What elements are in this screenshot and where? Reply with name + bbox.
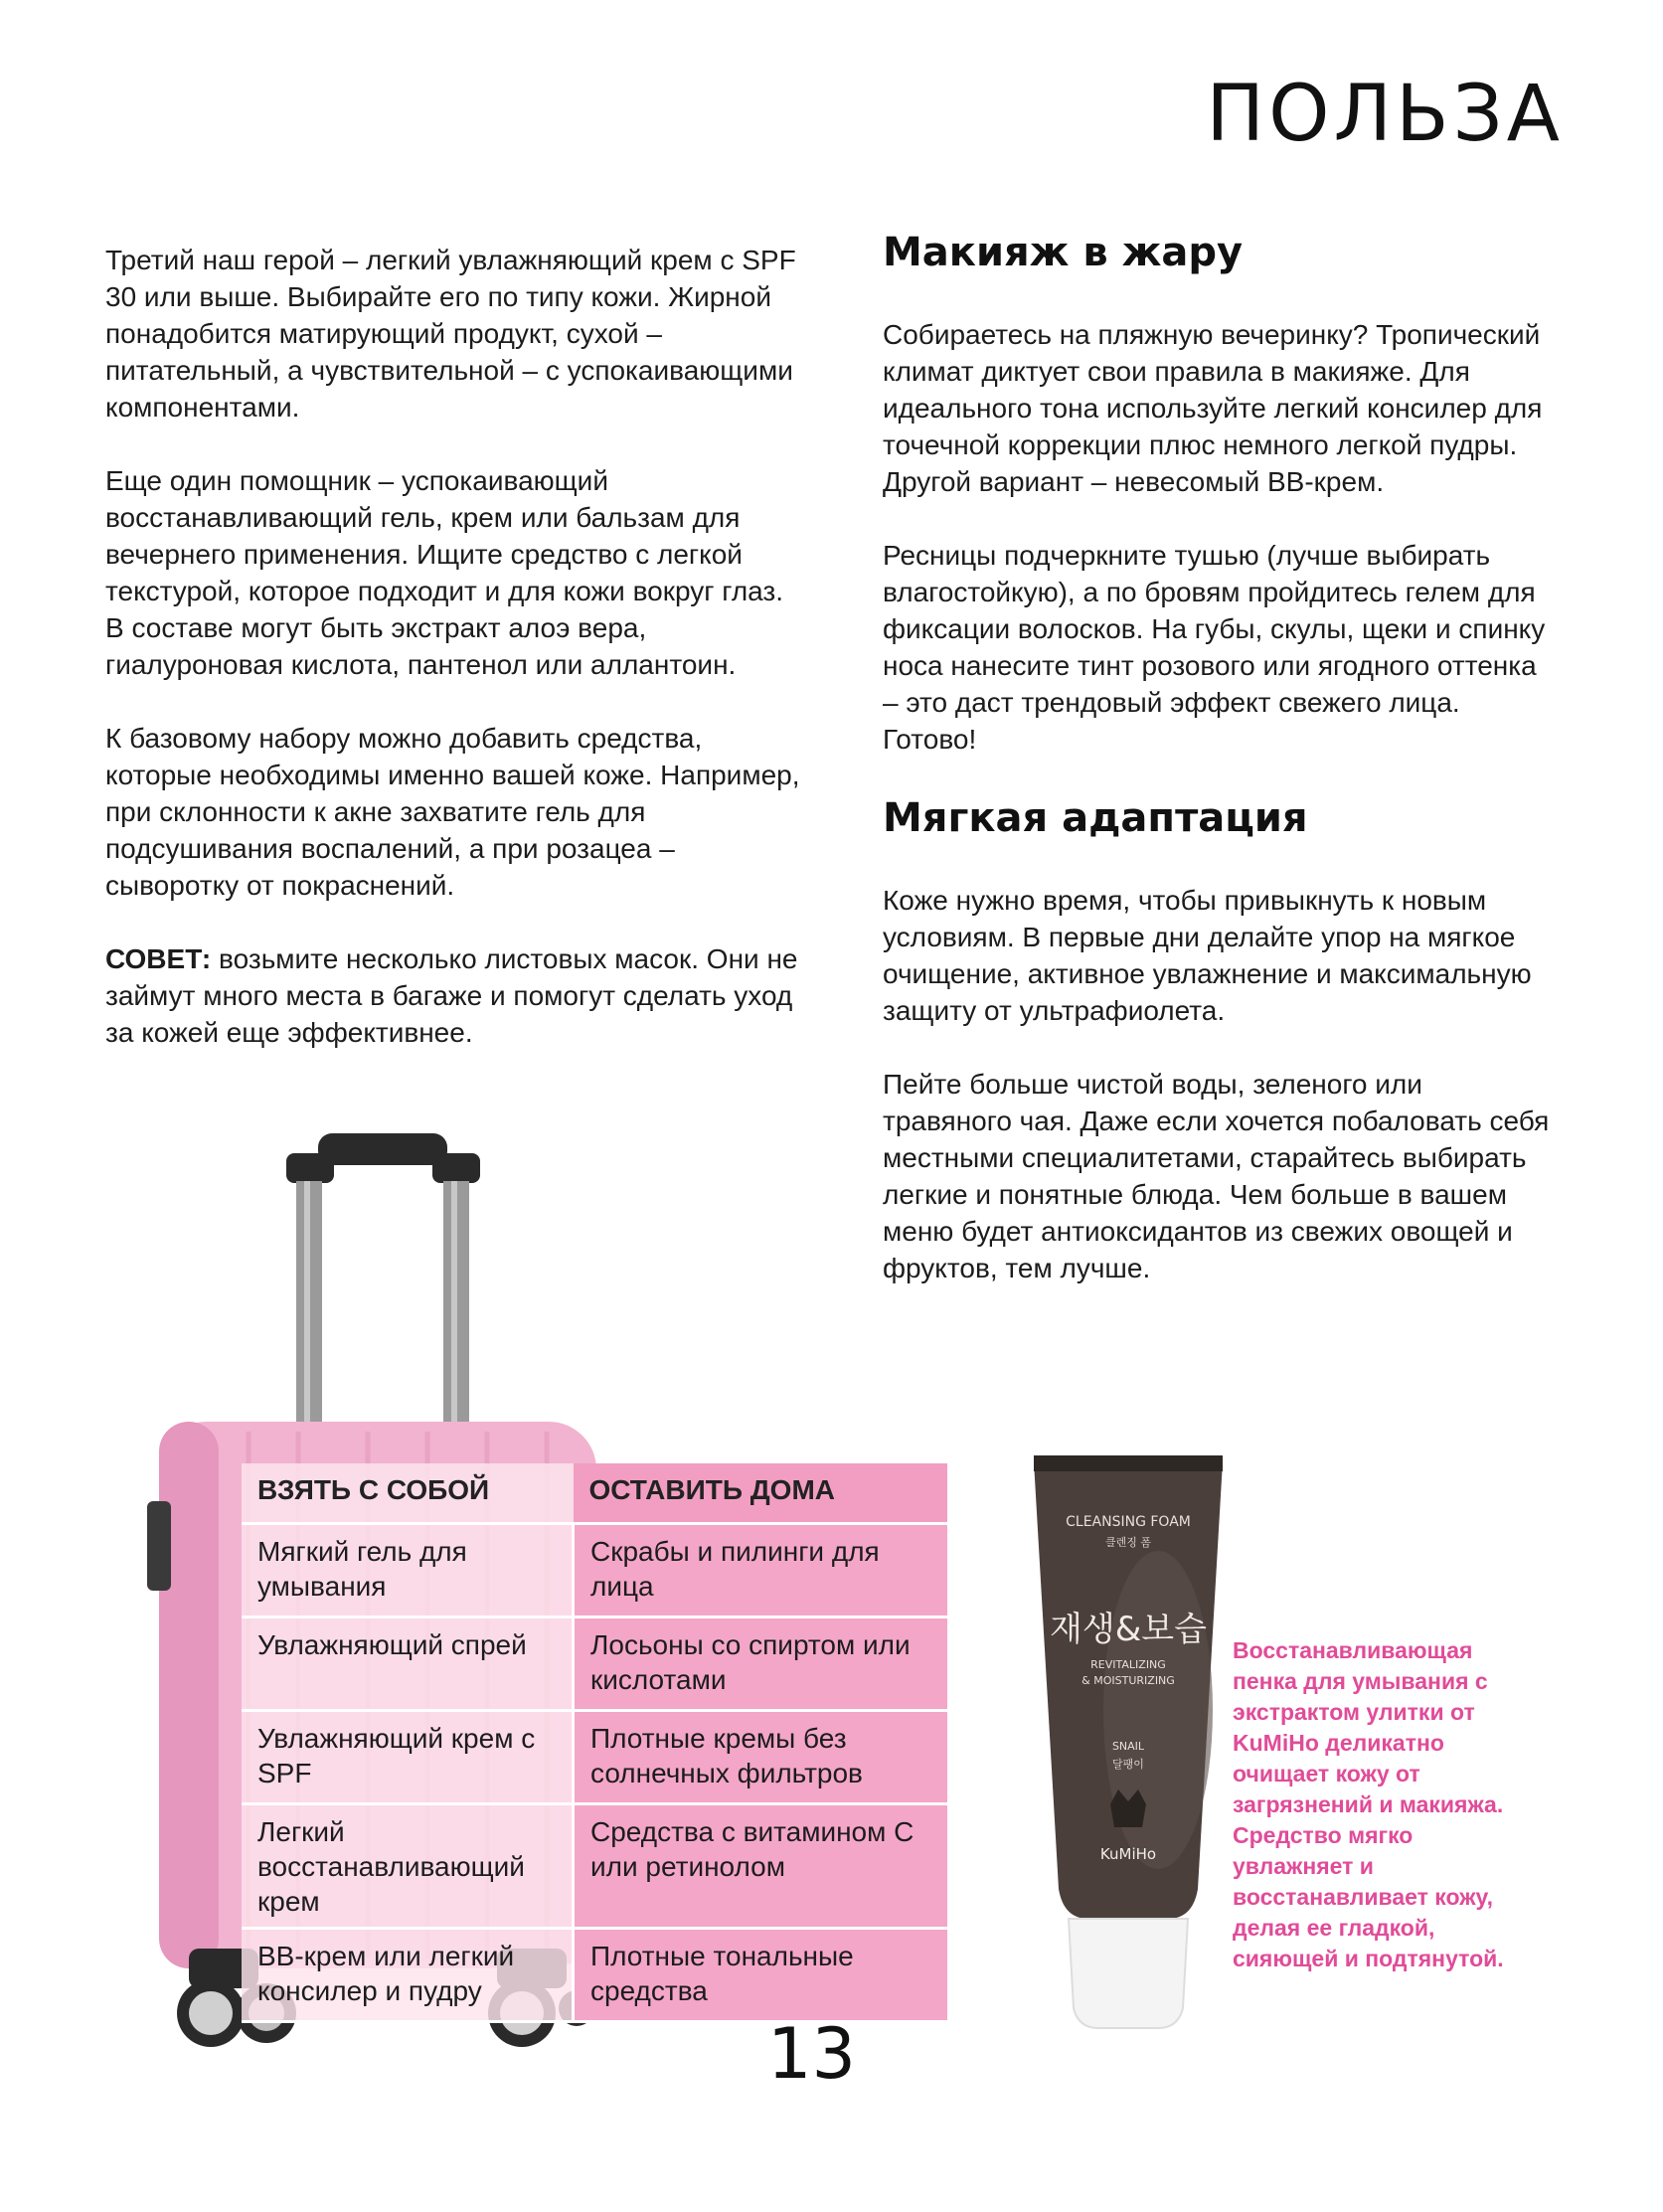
- product-caption: Восстанавливающая пенка для умывания с экстрактом улитки от KuMiHo деликатно очищает кожу от загрязнений и макияжа. Средство мягко увлажняет и восстанавливает кожу, делая ее гладкой, сияющей и подтянутой.: [1233, 1637, 1504, 1971]
- right-paragraph-1: Собираетесь на пляжную вечеринку? Тропический климат диктует свои правила в макияже. Для идеального тона используйте легкий консилер для точечной коррекции плюс немного легкой пудры. Другой вариант – невесомый BB-крем.: [883, 319, 1543, 497]
- product-tube-image: [1029, 1451, 1228, 2038]
- tube-sub-2: & MOISTURIZING: [1081, 1674, 1175, 1687]
- page-number: 13: [767, 2013, 857, 2095]
- table-row: [242, 1617, 947, 1711]
- right-column: [883, 229, 1559, 1323]
- tip-label: СОВЕТ:: [105, 943, 212, 974]
- header-take: ВЗЯТЬ С СОБОЙ: [242, 1463, 574, 1524]
- tube-title: CLEANSING FOAM: [1066, 1514, 1191, 1530]
- leave-item: Плотные кремы без солнечных фильтров: [574, 1711, 948, 1804]
- leave-item: Скрабы и пилинги для лица: [574, 1524, 948, 1617]
- table-row: [242, 1804, 947, 1929]
- leave-item: Средства с витамином С или ретинолом: [574, 1804, 948, 1929]
- left-paragraph-1: Третий наш герой – легкий увлажняющий крем с SPF 30 или выше. Выбирайте его по типу кожи. Жирной понадобится матирующий продукт, сухой – питательный, а чувствительной – с успокаивающими компонентами.: [105, 245, 796, 423]
- take-item: Увлажняющий крем с SPF: [242, 1711, 574, 1804]
- packing-table: [242, 1463, 947, 2023]
- tip-text: возьмите несколько листовых масок. Они не займут много места в багаже и помогут сделать уход за кожей еще эффективнее.: [105, 943, 798, 1048]
- header-leave-home: ОСТАВИТЬ ДОМА: [574, 1463, 948, 1524]
- heading-adaptation: Мягкая адаптация: [883, 795, 1308, 841]
- tube-snail-korean: 달팽이: [1112, 1758, 1144, 1771]
- tube-brand: KuMiHo: [1099, 1845, 1157, 1863]
- heading-makeup: Макияж в жару: [883, 230, 1244, 275]
- right-paragraph-3: Коже нужно время, чтобы привыкнуть к новым условиям. В первые дни делайте упор на мягкое очищение, активное увлажнение и максимальную защиту от ультрафиолета.: [883, 885, 1532, 1026]
- tube-snail: SNAIL: [1111, 1740, 1145, 1753]
- right-paragraph-2: Ресницы подчеркните тушью (лучше выбирать влагостойкую), а по бровям пройдитесь гелем для фиксации волосков. На губы, скулы, щеки и спинку носа нанесите тинт розового или ягодного оттенка – это даст трендовый эффект свежего лица. Готово!: [883, 540, 1546, 755]
- take-item: BB-крем или легкий консилер и пудру: [242, 1929, 574, 2022]
- tube-korean-big: 재생&보습: [1050, 1610, 1207, 1649]
- leave-item: Плотные тональные средства: [574, 1929, 948, 2022]
- table-header-row: [242, 1463, 947, 1524]
- tube-korean-small: 클렌징 폼: [1104, 1536, 1152, 1549]
- take-item: Легкий восстанавливающий крем: [242, 1804, 574, 1929]
- right-paragraph-4: Пейте больше чистой воды, зеленого или травяного чая. Даже если хочется побаловать себя местными специалитетами, старайтесь выбирать легкие и понятные блюда. Чем больше в вашем меню будет антиоксидантов из свежих овощей и фруктов, тем лучше.: [883, 1069, 1550, 1283]
- table-row: [242, 1929, 947, 2022]
- table-row: [242, 1711, 947, 1804]
- take-item: Увлажняющий спрей: [242, 1617, 574, 1711]
- leave-item: Лосьоны со спиртом или кислотами: [574, 1617, 948, 1711]
- left-column: [105, 242, 801, 1088]
- table-row: [242, 1524, 947, 1617]
- tube-sub-1: REVITALIZING: [1090, 1658, 1166, 1671]
- section-title: ПОЛЬЗА: [1206, 70, 1564, 159]
- take-item: Мягкий гель для умывания: [242, 1524, 574, 1617]
- left-paragraph-2: Еще один помощник – успокаивающий восстанавливающий гель, крем или бальзам для вечернего применения. Ищите средство с легкой текстурой, которое подходит и для кожи вокруг глаз. В составе могут быть экстракт алоэ вера, гиалуроновая кислота, пантенол или аллантоин.: [105, 465, 784, 680]
- left-paragraph-3: К базовому набору можно добавить средства, которые необходимы именно вашей коже. Например, при склонности к акне захватите гель для подсушивания воспалений, а при розацеа – сыворотку от покраснений.: [105, 723, 800, 901]
- tip-paragraph: [105, 940, 801, 1051]
